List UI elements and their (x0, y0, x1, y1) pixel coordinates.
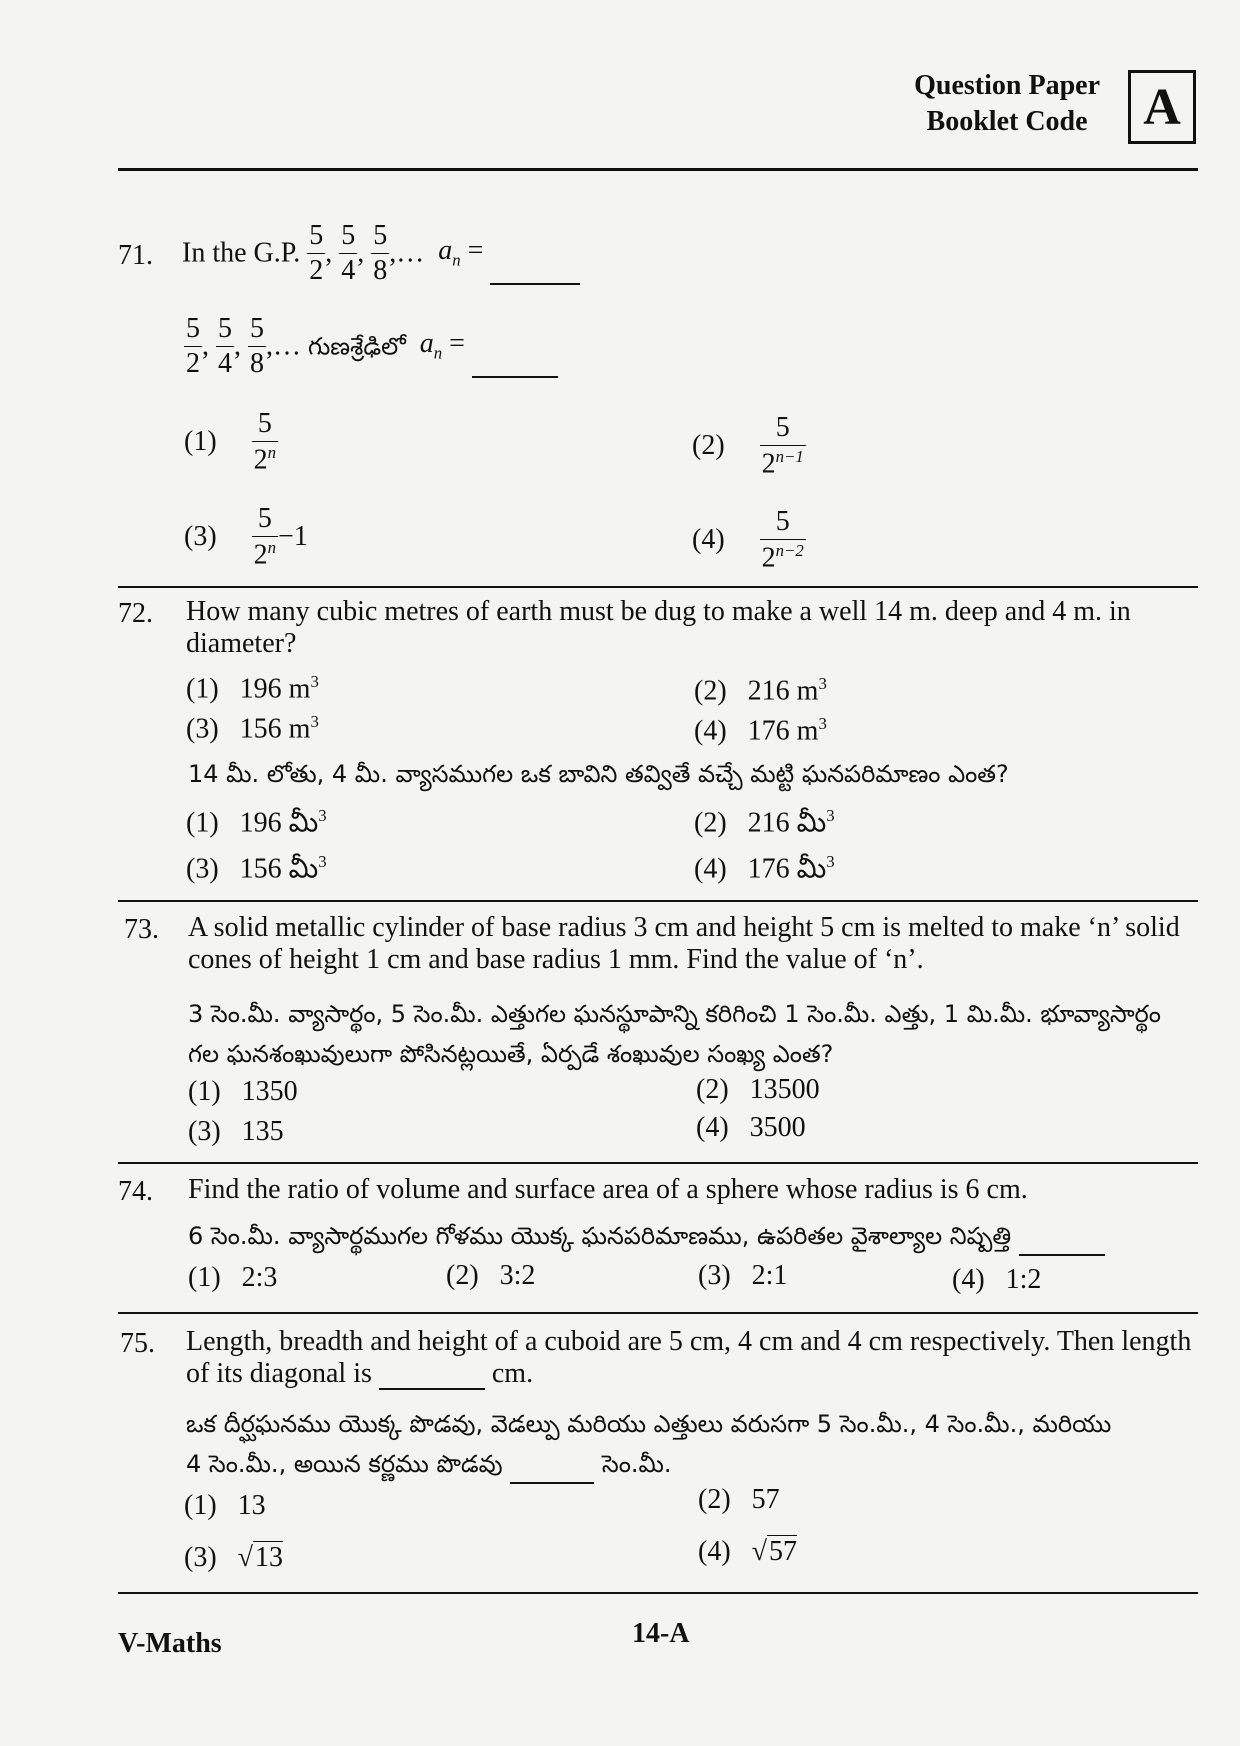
answer-blank (379, 1362, 485, 1390)
q72-option-4: (4) 176 $m^3$ (694, 714, 827, 747)
question-73-text: A solid metallic cylinder of base radius 3 cm and height 5 cm is melted to make ‘n’ solid cones of height 1 cm and base radius 1 mm. Find the value of ‘n’. (188, 912, 1180, 975)
question-75-telugu: ఒక దీర్ఘఘనము యొక్క పొడవు, వెడల్పు మరియు ఎత్తులు వరుసగా 5 సెం.మీ., 4 సెం.మీ., మరియు 4 సెం.మీ., అయిన కర్ణము పొడవు సెం.మీ. (186, 1404, 1111, 1484)
question-number-73: 73. (124, 914, 159, 945)
q73-option-4: (4) 3500 (696, 1112, 806, 1143)
q71-option-3: (3) $\frac{5}{2^n}$ −1 (184, 503, 308, 571)
q71-option-4: (4) $\frac{5}{2^{n-2}}$ (692, 506, 804, 574)
q72-te-option-1: (1) 196 మీ$^3$ (186, 806, 327, 839)
q71-te-an: $a_n$ = (419, 328, 465, 363)
q72-te-option-2: (2) 216 మీ$^3$ (694, 806, 835, 839)
q71-option-1: (1) $\frac{5}{2^n}$ (184, 408, 277, 476)
q73-option-3: (3) 135 (188, 1116, 284, 1147)
q71-te-fraction-term1: $\frac{5}{2}$ (186, 313, 200, 379)
question-number-74: 74. (118, 1176, 153, 1207)
q71-option-2: (2) $\frac{5}{2^{n-1}}$ (692, 412, 804, 480)
divider-71-72 (118, 586, 1198, 588)
question-75-text: Length, breadth and height of a cuboid are 5 cm, 4 cm and 4 cm respectively. Then length of its diagonal is cm. (186, 1326, 1192, 1389)
footer-subject: V-Maths (118, 1628, 222, 1659)
q75-option-1: (1) 13 (184, 1490, 266, 1521)
question-71-text: In the G.P. $\frac{5}{2}$ , $\frac{5}{4}$ , $\frac{5}{8}$ ,… $a_n$ = (182, 222, 580, 285)
header-divider (118, 168, 1198, 171)
q74-option-1: (1) 2:3 (188, 1262, 278, 1293)
booklet-code-label-line1: Question Paper (914, 70, 1100, 101)
q72-te-option-3: (3) 156 మీ$^3$ (186, 852, 327, 885)
q72-option-2: (2) 216 $m^3$ (694, 674, 827, 707)
question-71-telugu: $\frac{5}{2}$ , $\frac{5}{4}$ , $\frac{5}{8}$ ,… గుణశ్రేఢిలో $a_n$ = (184, 315, 558, 378)
q72-option-3: (3) 156 $m^3$ (186, 712, 319, 745)
answer-blank (1019, 1230, 1105, 1256)
question-72-telugu: 14 మీ. లోతు, 4 మీ. వ్యాసముగల ఒక బావిని తవ్వితే వచ్చే మట్టి ఘనపరిమాణం ఎంత? (188, 760, 1009, 788)
divider-74-75 (118, 1312, 1198, 1314)
q74-option-4: (4) 1:2 (952, 1264, 1042, 1295)
answer-blank (472, 348, 558, 378)
q71-te-suffix: గుణశ్రేఢిలో (308, 332, 406, 361)
q72-te-option-4: (4) 176 మీ$^3$ (694, 852, 835, 885)
question-73-telugu: 3 సెం.మీ. వ్యాసార్థం, 5 సెం.మీ. ఎత్తుగల ఘనస్థూపాన్ని కరిగించి 1 సెం.మీ. ఎత్తు, 1 మి.మీ. భూవ్యాసార్థం గల ఘనశంఖువులుగా పోసినట్లయితే, ఏర్పడే శంఖువుల సంఖ్య ఎంత? (188, 1000, 1161, 1068)
question-72-text: How many cubic metres of earth must be dug to make a well 14 m. deep and 4 m. in diameter? (186, 596, 1131, 659)
q71-lead: In the G.P. (182, 237, 301, 269)
booklet-code-label-line2: Booklet Code (926, 106, 1088, 137)
q74-option-3: (3) 2:1 (698, 1260, 788, 1291)
divider-72-73 (118, 900, 1198, 902)
question-number-71: 71. (118, 240, 153, 271)
question-number-75: 75. (120, 1328, 155, 1359)
q71-fraction-term3: $\frac{5}{8}$ (373, 220, 388, 286)
q75-option-4: (4) √57 (698, 1536, 798, 1567)
question-74-telugu: 6 సెం.మీ. వ్యాసార్థముగల గోళము యొక్క ఘనపరిమాణము, ఉపరితల వైశాల్యాల నిష్పత్తి (188, 1222, 1105, 1256)
question-number-72: 72. (118, 598, 153, 629)
booklet-code-box: A (1128, 70, 1196, 144)
q71-te-fraction-term2: $\frac{5}{4}$ (218, 313, 232, 379)
q73-option-1: (1) 1350 (188, 1076, 298, 1107)
answer-blank (510, 1458, 594, 1484)
q75-option-2: (2) 57 (698, 1484, 780, 1515)
footer-divider (118, 1592, 1198, 1594)
booklet-code-label (914, 68, 1100, 140)
page-number: 14-A (632, 1618, 690, 1649)
q71-fraction-term1: $\frac{5}{2}$ (309, 220, 324, 286)
q71-fraction-term2: $\frac{5}{4}$ (341, 220, 356, 286)
q74-option-2: (2) 3:2 (446, 1260, 536, 1291)
divider-73-74 (118, 1162, 1198, 1164)
q75-option-3: (3) √13 (184, 1542, 284, 1573)
q73-option-2: (2) 13500 (696, 1074, 820, 1105)
q71-te-fraction-term3: $\frac{5}{8}$ (250, 313, 264, 379)
q72-option-1: (1) 196 $m^3$ (186, 672, 319, 705)
question-74-text: Find the ratio of volume and surface area of a sphere whose radius is 6 cm. (188, 1174, 1028, 1205)
q71-an: $a_n$ = (438, 235, 484, 270)
answer-blank (490, 255, 580, 285)
